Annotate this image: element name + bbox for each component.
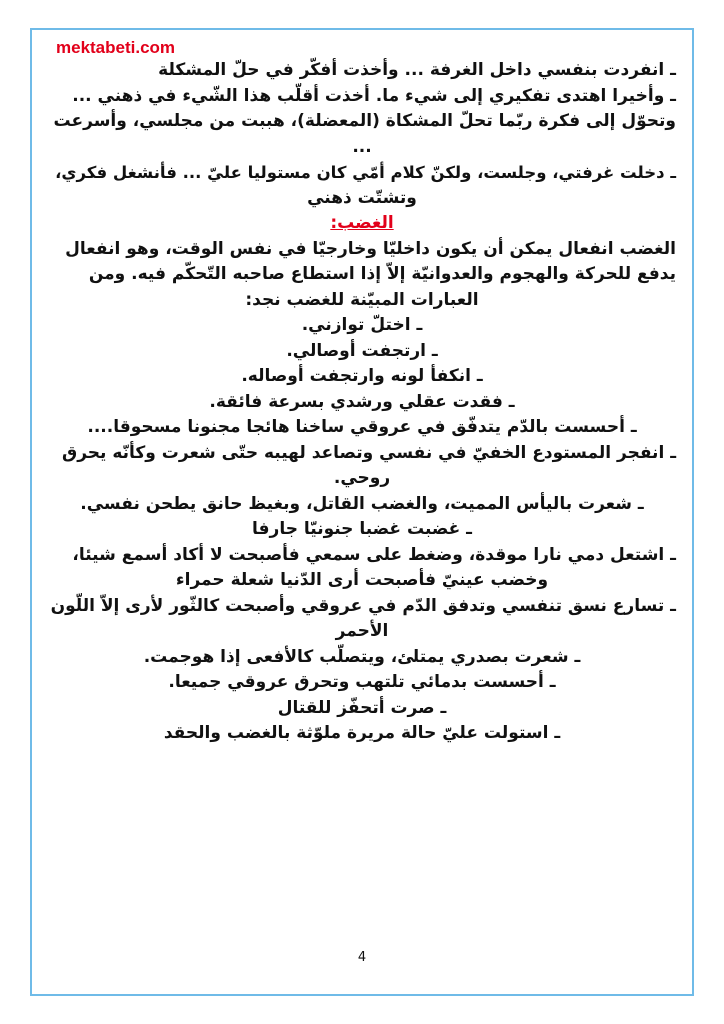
- expression-item: ـ صرت أتحفّز للقتال: [277, 697, 447, 718]
- text-line: ...: [352, 136, 372, 157]
- text-line: ـ انفردت بنفسي داخل الغرفة ... وأخذت أفكّر في حلّ المشكلة: [158, 60, 676, 80]
- expression-item: ـ انفجر المستودع الخفيّ في نفسي وتصاعد لهيبه حتّى شعرت وكأنّه يحرق: [62, 442, 676, 463]
- expression-item: ـ أحسست بدمائي تلتهب وتحرق عروقي جميعا.: [168, 672, 556, 692]
- expression-item: ـ شعرت باليأس المميت، والغضب القاتل، وبغيظ حانق يطحن نفسي.: [80, 493, 644, 514]
- expression-item: ـ أحسست بالدّم يتدفّق في عروقي ساخنا هائجا مجنونا مسحوقا....: [87, 417, 637, 437]
- expression-item: ـ شعرت بصدري يمتلئ، ويتصلّب كالأفعى إذا هوجمت.: [143, 646, 581, 667]
- expression-item: ـ اشتعل دمي نارا موقدة، وضغط على سمعي فأصبحت لا أكاد أسمع شيئا،: [72, 544, 676, 565]
- expression-item: ـ انكفأ لونه وارتجفت أوصاله.: [241, 366, 483, 386]
- expression-item: وخضب عينيّ فأصبحت أرى الدّنيا شعلة حمراء: [175, 570, 549, 590]
- expression-item: ـ استولت عليّ حالة مريرة ملوّثة بالغضب والحقد: [163, 723, 561, 743]
- expression-item: ـ تسارع نسق تنفسي وتدفق الدّم في عروقي وأصبحت كالثّور لأرى إلاّ اللّون: [50, 595, 676, 616]
- expression-item: ـ فقدت عقلي ورشدي بسرعة فائقة.: [209, 391, 515, 412]
- text-line: وتحوّل إلى فكرة ربّما تحلّ المشكاة (المعضلة)، هببت من مجلسي، وأسرعت: [53, 111, 676, 131]
- paragraph-line: الغضب انفعال يمكن أن يكون داخليّا وخارجيّا في نفس الوقت، وهو انفعال: [65, 238, 676, 259]
- text-line: ـ وأخيرا اهتدى تفكيري إلى شيء ما. أخذت أقلّب هذا الشّيء في ذهني ...: [72, 85, 676, 106]
- paragraph-line: يدفع للحركة والهجوم والعدوانيّة إلاّ إذا استطاع صاحبه التّحكّم فيه. ومن: [88, 264, 676, 284]
- text-line: وتشتّت ذهني: [307, 187, 417, 208]
- expression-item: الأحمر: [335, 621, 389, 641]
- document-body: [48, 58, 676, 747]
- site-logo[interactable]: mektabeti.com: [56, 38, 176, 57]
- section-heading: الغضب:: [330, 213, 394, 233]
- expression-item: ـ غضبت غضبا جنونيّا جارفا: [252, 519, 472, 539]
- paragraph-line: العبارات المبيّنة للغضب نجد:: [245, 289, 479, 310]
- expression-item: روحي.: [333, 468, 391, 488]
- expression-item: ـ اختلّ توازني.: [301, 315, 423, 335]
- page-number: 4: [357, 950, 367, 965]
- text-line: ـ دخلت غرفتي، وجلست، ولكنّ كلام أمّي كان مستوليا عليّ ... فأنشغل فكري،: [55, 163, 676, 182]
- expression-item: ـ ارتجفت أوصالي.: [286, 340, 438, 361]
